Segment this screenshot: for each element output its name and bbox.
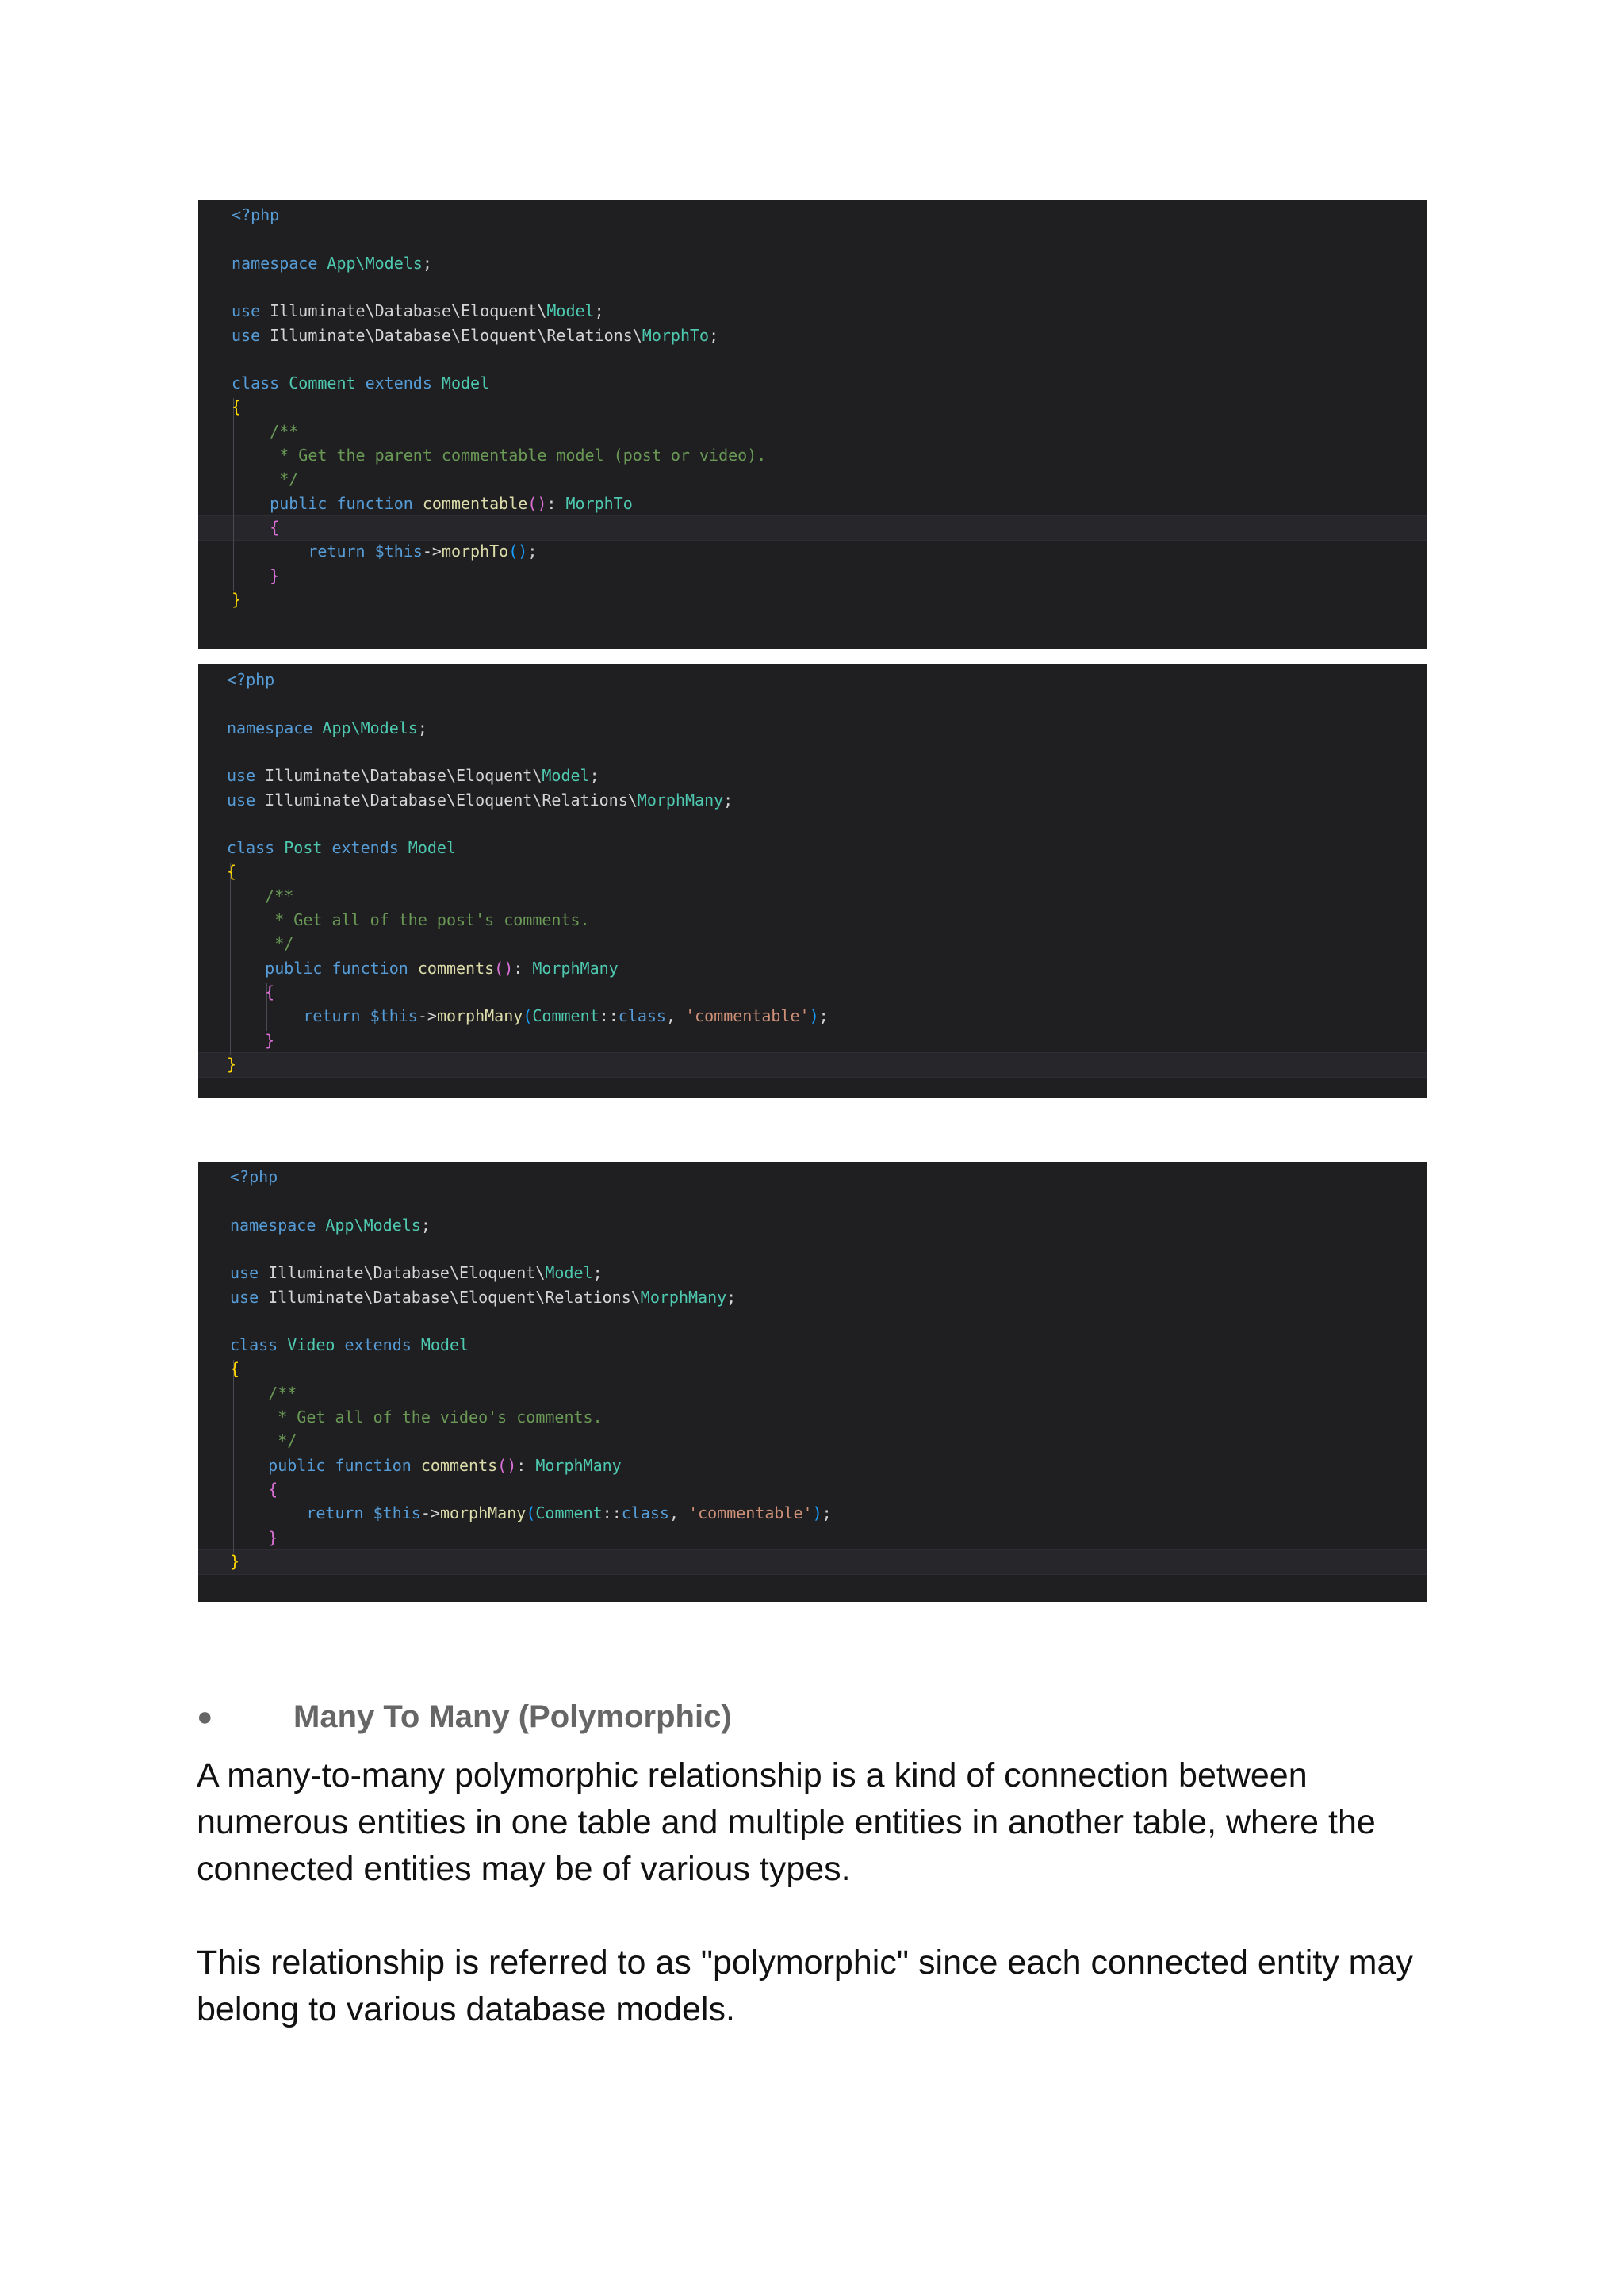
code-token: /** (270, 421, 299, 441)
code-token: : (513, 958, 533, 978)
code-token: } (268, 1527, 278, 1547)
code-token: ; (422, 253, 432, 273)
code-token: public function (270, 493, 423, 513)
code-token: Model (542, 766, 590, 786)
code-line (232, 419, 298, 443)
code-token: comments (420, 1455, 498, 1475)
code-token: use (232, 301, 270, 321)
code-line (230, 1501, 832, 1525)
code-token: return (306, 1503, 373, 1523)
code-token: extends (365, 373, 442, 393)
code-token: : (516, 1455, 536, 1475)
current-line-highlight (198, 1549, 1427, 1575)
code-token: -> (422, 542, 442, 561)
current-line-highlight (198, 1052, 1427, 1078)
code-line (232, 371, 489, 395)
code-token: Illuminate\Database\Eloquent\Relations\ (265, 790, 638, 810)
code-token: class (227, 838, 285, 858)
code-line (227, 932, 293, 956)
code-line (230, 1381, 297, 1405)
code-token: Model (441, 373, 490, 393)
code-line (232, 564, 279, 588)
code-token: Comment (289, 373, 366, 393)
code-token (227, 1006, 303, 1025)
code-token (227, 959, 265, 978)
code-token (227, 982, 265, 1001)
code-token: /** (268, 1383, 297, 1403)
code-token: Illuminate\Database\Eloquent\Relations\ (268, 1287, 641, 1307)
code-token: App\Models (325, 1215, 421, 1235)
code-token: use (232, 325, 270, 345)
code-token: Illuminate\Database\Eloquent\ (268, 1263, 546, 1283)
code-line (232, 467, 298, 491)
code-token (227, 934, 265, 953)
code-line (232, 324, 718, 347)
code-token: use (227, 766, 266, 786)
code-screenshot-comment (198, 200, 1427, 649)
code-token: namespace (230, 1215, 326, 1235)
code-token: 'commentable' (685, 1006, 810, 1026)
code-token: <?php (230, 1167, 278, 1186)
code-token: , (665, 1006, 686, 1026)
code-token: use (230, 1287, 269, 1307)
code-token: Comment (532, 1006, 599, 1026)
code-screenshot-video (198, 1162, 1427, 1602)
code-token: ; (818, 1006, 829, 1026)
code-token: <?php (232, 205, 280, 224)
code-token: morphMany (436, 1006, 523, 1026)
code-token: } (265, 1030, 275, 1050)
code-token: ) (809, 1006, 819, 1026)
code-token: MorphMany (637, 790, 724, 810)
code-token: namespace (227, 718, 323, 737)
code-token: Illuminate\Database\Eloquent\Relations\ (270, 325, 642, 345)
code-token (230, 1407, 268, 1427)
code-line (230, 1333, 469, 1357)
code-token: Model (420, 1335, 469, 1355)
code-token: */ (265, 934, 294, 954)
code-token: return (303, 1006, 370, 1026)
code-line (227, 716, 427, 740)
code-token: * Get all of the post's comments. (265, 910, 590, 929)
code-token (232, 542, 308, 561)
code-token: class (618, 1006, 666, 1026)
bullet-icon: ● (197, 1702, 213, 1732)
code-token (232, 494, 270, 513)
code-token (230, 1384, 268, 1403)
code-token (227, 887, 265, 906)
code-token: { (227, 862, 237, 882)
code-token: ; (822, 1503, 832, 1523)
code-line (232, 492, 633, 515)
code-token: $this (373, 1503, 421, 1523)
code-token: : (546, 493, 566, 513)
code-line (230, 1549, 239, 1573)
code-token: Comment (535, 1503, 603, 1523)
code-token: return (308, 542, 375, 561)
code-token: public function (268, 1455, 421, 1475)
code-token: * Get all of the video's comments. (268, 1407, 603, 1427)
code-line (230, 1526, 278, 1549)
code-line (230, 1165, 278, 1189)
code-token: MorphMany (532, 958, 619, 978)
code-token: ) (812, 1503, 822, 1523)
code-line (230, 1357, 239, 1381)
paragraph-definition: A many-to-many polymorphic relationship is a kind of connection between numerous entities in one table and multiple entities in another table, where the connected entities may be of various types. (197, 1756, 1376, 1888)
heading-text: Many To Many (Polymorphic) (293, 1699, 732, 1734)
code-token: class (232, 373, 289, 393)
code-token: () (494, 958, 514, 978)
code-line (232, 539, 537, 563)
code-token: , (668, 1503, 689, 1523)
code-token: } (227, 1054, 237, 1074)
code-token: ( (526, 1503, 536, 1523)
code-token: MorphMany (535, 1455, 622, 1475)
code-line (232, 299, 604, 323)
code-line (232, 588, 241, 611)
code-token: { (230, 1359, 240, 1379)
code-token: Video (287, 1335, 345, 1355)
code-token: { (270, 517, 280, 537)
code-token: morphMany (439, 1503, 527, 1523)
code-token: Model (546, 301, 595, 321)
code-line (230, 1405, 603, 1429)
code-line (227, 908, 590, 932)
code-token: ; (594, 301, 604, 321)
code-token: () (508, 542, 528, 561)
code-token: } (270, 565, 280, 585)
code-screenshot-post (198, 664, 1427, 1098)
code-line (232, 203, 279, 227)
code-line (230, 1213, 431, 1237)
code-token: Model (545, 1263, 593, 1283)
code-token: <?php (227, 670, 275, 689)
code-token: Illuminate\Database\Eloquent\ (270, 301, 547, 321)
code-line (227, 764, 599, 787)
code-token: { (268, 1479, 278, 1499)
code-line (232, 443, 766, 467)
code-line (230, 1429, 297, 1453)
code-line (227, 956, 619, 980)
code-token: ; (417, 718, 427, 737)
code-token: namespace (232, 253, 327, 273)
code-token: { (265, 982, 275, 1001)
code-line (227, 1052, 236, 1076)
code-token: } (230, 1551, 240, 1571)
code-token (232, 566, 270, 585)
code-line (227, 668, 274, 691)
code-line (227, 884, 293, 908)
code-token: MorphTo (642, 325, 710, 345)
code-token: $this (374, 542, 423, 561)
code-token: ; (527, 542, 538, 561)
code-token: App\Models (327, 253, 423, 273)
code-line (230, 1453, 622, 1477)
code-token: ; (420, 1215, 431, 1235)
code-token: App\Models (322, 718, 418, 737)
code-token: { (232, 397, 242, 417)
code-token (230, 1431, 268, 1450)
code-token: ( (523, 1006, 533, 1026)
code-token: :: (599, 1006, 619, 1026)
code-token: ; (726, 1287, 737, 1307)
code-token: -> (417, 1006, 437, 1026)
code-token (230, 1456, 268, 1475)
code-token (230, 1503, 306, 1522)
code-line (230, 1477, 278, 1501)
code-token: () (527, 493, 547, 513)
code-token: 'commentable' (688, 1503, 813, 1523)
code-token: /** (265, 886, 294, 906)
code-token: MorphTo (565, 493, 633, 513)
code-token: class (230, 1335, 288, 1355)
code-token: */ (268, 1431, 297, 1451)
code-line (230, 1285, 736, 1309)
code-token: use (230, 1263, 269, 1283)
code-token (232, 469, 270, 488)
code-token: -> (420, 1503, 440, 1523)
code-line (227, 860, 236, 883)
code-token: comments (417, 958, 495, 978)
code-token: $this (370, 1006, 418, 1026)
paragraph-explanation: This relationship is referred to as "polymorphic" since each connected entity may belong to various database models. (197, 1944, 1413, 2028)
code-token (232, 518, 270, 537)
code-token: ; (589, 766, 599, 786)
code-token: public function (265, 958, 418, 978)
code-token (232, 446, 270, 465)
code-token: ; (723, 790, 733, 810)
code-token: } (232, 589, 242, 609)
code-token: ; (592, 1263, 603, 1283)
code-token (230, 1480, 268, 1499)
code-token: () (497, 1455, 517, 1475)
current-line-highlight (198, 515, 1427, 541)
code-line (232, 515, 279, 539)
code-token (227, 1031, 265, 1050)
code-line (230, 1261, 603, 1285)
code-token: class (621, 1503, 669, 1523)
code-token: commentable (422, 493, 528, 513)
code-token: :: (602, 1503, 622, 1523)
code-token: extends (331, 838, 408, 858)
code-line (227, 1004, 829, 1028)
code-token: MorphMany (640, 1287, 727, 1307)
code-token: use (227, 790, 266, 810)
code-token: Model (408, 838, 457, 858)
code-token (232, 422, 270, 441)
code-line (227, 980, 274, 1004)
code-line (227, 788, 733, 812)
code-token: Post (284, 838, 332, 858)
code-token (227, 910, 265, 929)
code-line (232, 395, 241, 419)
code-token: morphTo (441, 542, 509, 561)
code-line (232, 251, 432, 275)
code-token: * Get the parent commentable model (post or video). (270, 446, 767, 465)
code-line (227, 1028, 274, 1052)
code-line (227, 836, 456, 860)
code-token: Illuminate\Database\Eloquent\ (265, 766, 542, 786)
code-token: */ (270, 469, 299, 489)
code-token (230, 1528, 268, 1547)
code-token: ; (709, 325, 719, 345)
code-token: extends (344, 1335, 421, 1355)
